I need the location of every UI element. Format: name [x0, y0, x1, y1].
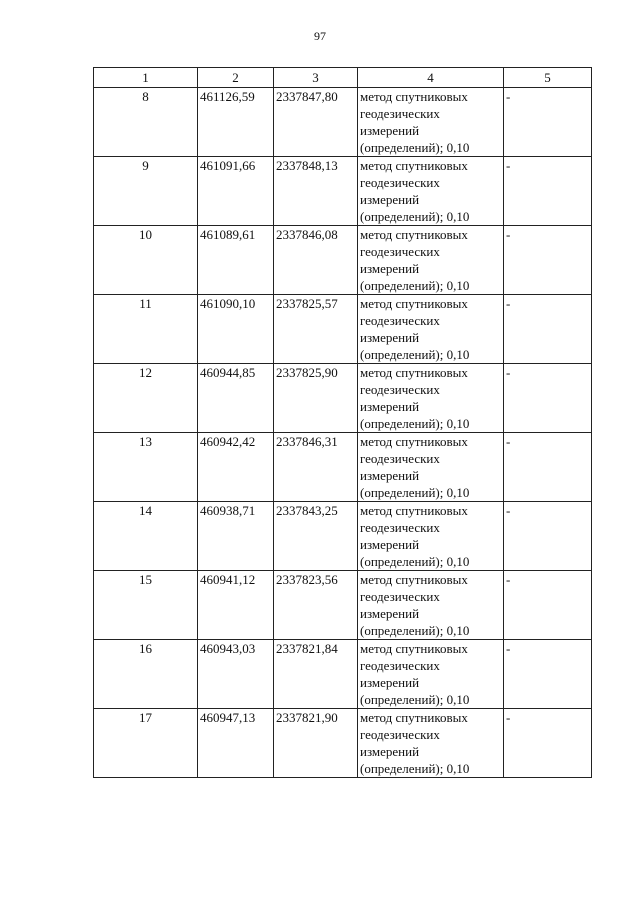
method-line: геодезических	[360, 658, 440, 673]
method-cell	[358, 571, 504, 640]
y-coordinate-cell: 2337846,08	[274, 226, 358, 295]
y-coordinate-cell: 2337848,13	[274, 157, 358, 226]
y-coordinate-cell: 2337825,57	[274, 295, 358, 364]
method-line: метод спутниковых	[360, 365, 468, 380]
method-line: измерений	[360, 399, 420, 414]
note-cell: -	[504, 502, 592, 571]
point-number-cell: 13	[94, 433, 198, 502]
method-line: измерений	[360, 261, 420, 276]
method-line: геодезических	[360, 727, 440, 742]
point-number-cell: 16	[94, 640, 198, 709]
table-row	[94, 295, 592, 364]
method-line: измерений	[360, 192, 420, 207]
y-coordinate-cell: 2337843,25	[274, 502, 358, 571]
method-line: геодезических	[360, 520, 440, 535]
method-line: (определений); 0,10	[360, 623, 470, 638]
method-cell	[358, 433, 504, 502]
x-coordinate-cell: 460943,03	[198, 640, 274, 709]
method-line: геодезических	[360, 244, 440, 259]
method-line: геодезических	[360, 382, 440, 397]
method-line: метод спутниковых	[360, 572, 468, 587]
table-row	[94, 88, 592, 157]
method-line: (определений); 0,10	[360, 278, 470, 293]
method-cell	[358, 295, 504, 364]
method-line: (определений); 0,10	[360, 416, 470, 431]
method-line: метод спутниковых	[360, 503, 468, 518]
y-coordinate-cell: 2337821,84	[274, 640, 358, 709]
table-row	[94, 640, 592, 709]
point-number-cell: 11	[94, 295, 198, 364]
header-col-2: 2	[198, 68, 274, 88]
method-line: геодезических	[360, 313, 440, 328]
x-coordinate-cell: 460944,85	[198, 364, 274, 433]
point-number-cell: 9	[94, 157, 198, 226]
method-line: (определений); 0,10	[360, 485, 470, 500]
method-cell	[358, 709, 504, 778]
method-cell	[358, 640, 504, 709]
x-coordinate-cell: 461126,59	[198, 88, 274, 157]
point-number-cell: 10	[94, 226, 198, 295]
y-coordinate-cell: 2337825,90	[274, 364, 358, 433]
method-line: измерений	[360, 330, 420, 345]
method-line: метод спутниковых	[360, 710, 468, 725]
note-cell: -	[504, 226, 592, 295]
x-coordinate-cell: 461089,61	[198, 226, 274, 295]
method-line: (определений); 0,10	[360, 761, 470, 776]
method-line: (определений); 0,10	[360, 140, 470, 155]
table-row	[94, 433, 592, 502]
method-cell	[358, 157, 504, 226]
method-line: геодезических	[360, 589, 440, 604]
method-cell	[358, 226, 504, 295]
method-line: измерений	[360, 537, 420, 552]
header-col-1: 1	[94, 68, 198, 88]
method-line: измерений	[360, 675, 420, 690]
method-line: метод спутниковых	[360, 158, 468, 173]
note-cell: -	[504, 157, 592, 226]
x-coordinate-cell: 460942,42	[198, 433, 274, 502]
y-coordinate-cell: 2337823,56	[274, 571, 358, 640]
method-line: измерений	[360, 744, 420, 759]
x-coordinate-cell: 461091,66	[198, 157, 274, 226]
y-coordinate-cell: 2337821,90	[274, 709, 358, 778]
method-line: метод спутниковых	[360, 296, 468, 311]
table-row	[94, 709, 592, 778]
note-cell: -	[504, 295, 592, 364]
method-line: метод спутниковых	[360, 434, 468, 449]
table-row	[94, 571, 592, 640]
point-number-cell: 14	[94, 502, 198, 571]
x-coordinate-cell: 460938,71	[198, 502, 274, 571]
point-number-cell: 8	[94, 88, 198, 157]
x-coordinate-cell: 460941,12	[198, 571, 274, 640]
note-cell: -	[504, 364, 592, 433]
method-line: геодезических	[360, 106, 440, 121]
table-row	[94, 502, 592, 571]
note-cell: -	[504, 88, 592, 157]
method-line: метод спутниковых	[360, 89, 468, 104]
method-line: метод спутниковых	[360, 641, 468, 656]
header-col-4: 4	[358, 68, 504, 88]
method-cell	[358, 88, 504, 157]
method-line: (определений); 0,10	[360, 209, 470, 224]
method-line: (определений); 0,10	[360, 554, 470, 569]
table-row	[94, 364, 592, 433]
note-cell: -	[504, 433, 592, 502]
point-number-cell: 17	[94, 709, 198, 778]
point-number-cell: 12	[94, 364, 198, 433]
table-body	[94, 88, 592, 778]
method-line: метод спутниковых	[360, 227, 468, 242]
table-header-row	[94, 68, 592, 88]
x-coordinate-cell: 460947,13	[198, 709, 274, 778]
method-line: измерений	[360, 606, 420, 621]
note-cell: -	[504, 640, 592, 709]
coordinates-table	[93, 67, 592, 778]
method-line: (определений); 0,10	[360, 347, 470, 362]
method-line: измерений	[360, 468, 420, 483]
x-coordinate-cell: 461090,10	[198, 295, 274, 364]
method-line: (определений); 0,10	[360, 692, 470, 707]
method-line: геодезических	[360, 175, 440, 190]
note-cell: -	[504, 709, 592, 778]
header-col-3: 3	[274, 68, 358, 88]
header-col-5: 5	[504, 68, 592, 88]
note-cell: -	[504, 571, 592, 640]
method-cell	[358, 502, 504, 571]
table-row	[94, 226, 592, 295]
y-coordinate-cell: 2337846,31	[274, 433, 358, 502]
method-line: геодезических	[360, 451, 440, 466]
point-number-cell: 15	[94, 571, 198, 640]
page-number: 97	[314, 29, 326, 43]
method-line: измерений	[360, 123, 420, 138]
table-row	[94, 157, 592, 226]
method-cell	[358, 364, 504, 433]
y-coordinate-cell: 2337847,80	[274, 88, 358, 157]
